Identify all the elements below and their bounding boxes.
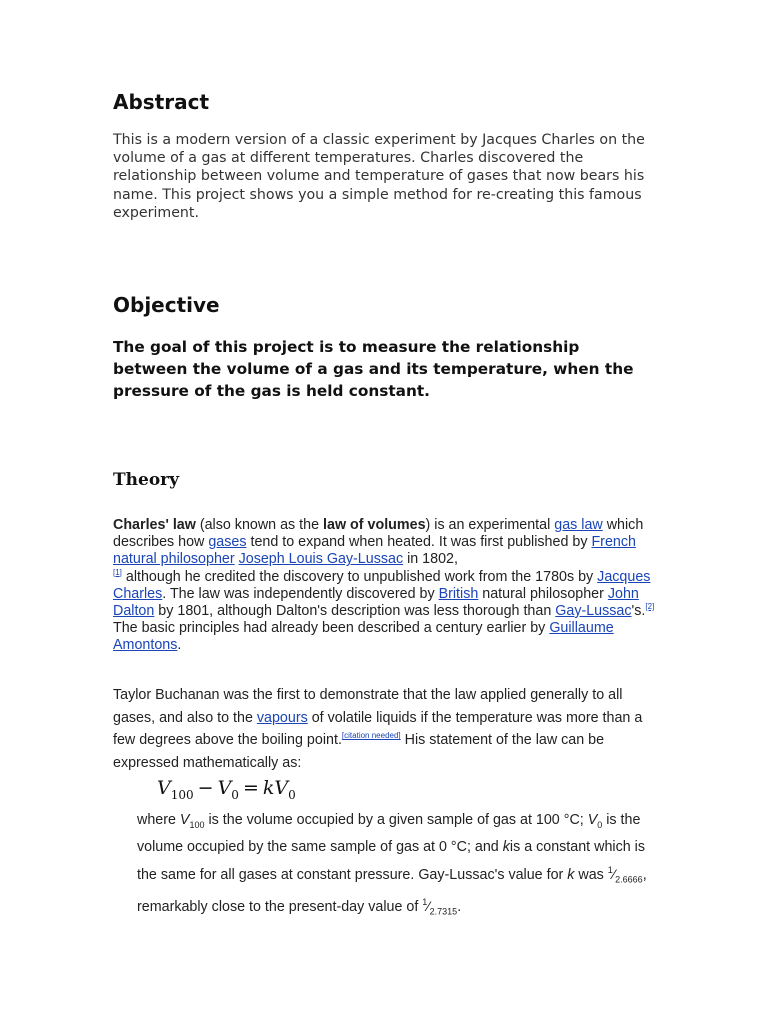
citation-needed — [342, 731, 401, 740]
text-run: The basic principles had already been described a century earlier by — [113, 620, 550, 637]
var-k: k — [502, 839, 510, 856]
objective-text: The goal of this project is to measure the relationship between the volume of a gas and its temperature, when the pressure of the gas is held constant. — [113, 338, 634, 400]
var-v: V — [179, 812, 190, 828]
fraction-2-numerator: 1 — [422, 897, 428, 908]
charles-law-paragraph — [113, 517, 658, 655]
link-french[interactable]: French — [591, 534, 636, 551]
abstract-text: This is a modern version of a classic experiment by Jacques Charles on the volume of a gas at different temperatures. Charles discovered the relationship between volume and temperature of gases that now bears his name. This project shows you a simple method for re-creating this famous experiment. — [113, 132, 645, 221]
formula-v: V — [274, 777, 289, 799]
text-run: natural philosopher — [478, 585, 608, 602]
fraction-slash: ⁄ — [612, 865, 616, 882]
text-run: in 1802, — [403, 551, 458, 568]
fraction-1-denominator: 2.6666 — [615, 874, 643, 885]
text-run: is the volume occupied by the same sample of gas at 0 °C; and — [137, 812, 641, 856]
citation-needed-link[interactable]: [citation needed] — [341, 731, 401, 741]
theory-heading: Theory — [113, 470, 179, 490]
link-gas-law[interactable]: gas law — [554, 517, 603, 533]
text-run: by 1801, although Dalton's description was less thorough than — [154, 603, 556, 620]
link-john-dalton[interactable]: John Dalton — [113, 585, 639, 620]
link-british[interactable]: British — [438, 585, 479, 602]
text-run: which describes how — [113, 517, 644, 551]
buchanan-paragraph — [113, 684, 658, 774]
charles-law-formula — [157, 777, 296, 802]
fraction-1-numerator: 1 — [607, 865, 613, 876]
formula-k: k — [262, 777, 275, 799]
link-gay-lussac-short[interactable]: Gay-Lussac — [555, 603, 632, 620]
text-run: of volatile liquids if the temperature was more than a few degrees above the boiling point. — [113, 709, 643, 749]
formula-explanation — [137, 809, 647, 923]
link-guillaume-amontons[interactable]: Guillaume Amontons — [113, 620, 614, 654]
link-jacques-charles[interactable]: Jacques Charles — [113, 568, 651, 602]
term-charles-law: Charles' law — [113, 517, 196, 533]
text-run: 's. — [631, 603, 646, 620]
link-vapours[interactable]: vapours — [256, 709, 308, 726]
text-run: (also known as the — [195, 517, 324, 533]
formula-equals: = — [242, 777, 259, 799]
text-run: His statement of the law can be expressed mathematically as: — [113, 732, 605, 771]
formula-v: V — [217, 777, 232, 799]
text-run: . — [457, 899, 462, 916]
abstract-heading: Abstract — [113, 90, 210, 114]
var-k: k — [567, 866, 575, 883]
link-gases[interactable]: gases — [208, 534, 247, 551]
formula-sub-0: 0 — [231, 787, 239, 802]
text-run: was — [574, 866, 608, 883]
fraction-slash: ⁄ — [427, 898, 430, 915]
text-run: . The law was independently discovered by — [162, 585, 439, 602]
text-run: Taylor Buchanan was the first to demonstrate that the law applied generally to all gases, and also to the — [113, 687, 623, 726]
reference-2 — [645, 602, 654, 611]
reference-2-link[interactable]: [2] — [645, 602, 655, 612]
text-run: is a constant which is the same for all gases at constant pressure. Gay-Lussac's value for — [137, 839, 645, 883]
objective-heading: Objective — [113, 293, 220, 317]
var-v: V — [587, 812, 598, 828]
text-run: is the volume occupied by a given sample of gas at 100 °C; — [204, 812, 588, 828]
reference-1 — [113, 568, 122, 577]
term-law-of-volumes: law of volumes — [323, 517, 426, 533]
formula-sub-0: 0 — [288, 787, 296, 802]
reference-1-link[interactable]: [1] — [113, 567, 122, 577]
text-run: ) is an experimental — [425, 517, 555, 533]
fraction-2-denominator: 2.7315 — [429, 906, 458, 917]
var-sub-0: 0 — [597, 819, 603, 830]
formula-minus: − — [197, 777, 214, 799]
text-run: . — [177, 637, 182, 654]
link-natural-philosopher[interactable]: natural philosopher — [113, 551, 235, 568]
formula-sub-100: 100 — [170, 787, 194, 802]
text-run: although he credited the discovery to unpublished work from the 1780s by — [121, 568, 598, 585]
link-gay-lussac[interactable]: Joseph Louis Gay-Lussac — [238, 551, 404, 568]
var-sub-100: 100 — [189, 819, 205, 830]
formula-v: V — [157, 777, 171, 799]
text-run: , remarkably close to the present-day value of — [137, 866, 647, 916]
text-run: where — [137, 812, 180, 828]
text-run: tend to expand when heated. It was first published by — [246, 534, 592, 551]
